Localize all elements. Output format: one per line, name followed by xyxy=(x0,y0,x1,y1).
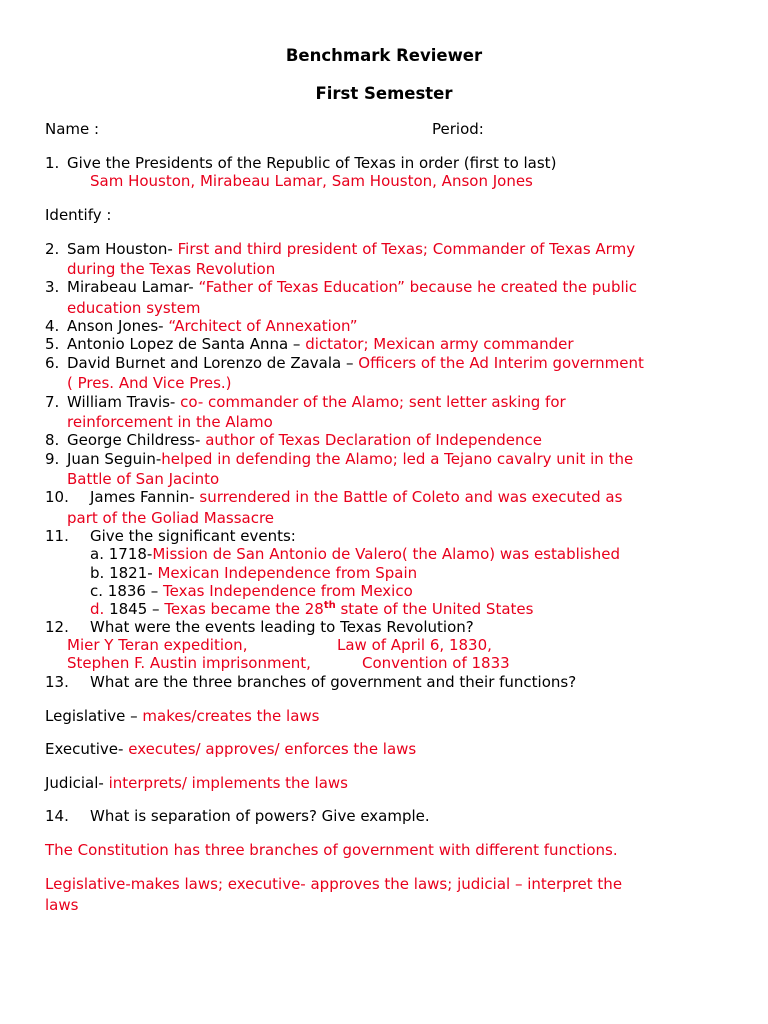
question-14-answer-1: The Constitution has three branches of government with different functions. xyxy=(45,841,618,859)
item-7-answer-continued: reinforcement in the Alamo xyxy=(67,413,273,431)
item-9-answer-continued: Battle of San Jacinto xyxy=(67,470,220,488)
event-c-letter: c. xyxy=(90,582,104,600)
event-c-description: Texas Independence from Mexico xyxy=(163,582,413,600)
identify-label: Identify : xyxy=(45,206,112,224)
item-10-answer: surrendered in the Battle of Coleto and was executed as xyxy=(199,488,623,506)
event-d-ordinal-suffix: th xyxy=(323,600,336,611)
judicial-label: Judicial- xyxy=(45,774,104,792)
item-5-line xyxy=(67,335,574,353)
item-2-number: 2. xyxy=(45,240,60,258)
period-label: Period: xyxy=(432,120,484,138)
item-10-answer-continued: part of the Goliad Massacre xyxy=(67,509,275,527)
question-14-answer-2: Legislative-makes laws; executive- approves the laws; judicial – interpret the xyxy=(45,875,623,893)
event-d-description xyxy=(164,600,533,618)
question-12-number: 12. xyxy=(45,618,69,636)
executive-answer: executes/ approves/ enforces the laws xyxy=(128,740,417,758)
item-4-term: Anson Jones- xyxy=(67,317,164,335)
event-c-year: 1836 – xyxy=(107,582,159,600)
question-12-answer-a: Mier Y Teran expedition, xyxy=(67,636,248,654)
question-12-answer-b: Law of April 6, 1830, xyxy=(337,636,492,654)
item-10-term: James Fannin- xyxy=(90,488,195,506)
document-title: Benchmark Reviewer xyxy=(285,46,483,65)
item-3-term: Mirabeau Lamar- xyxy=(67,278,194,296)
event-a-description: Mission de San Antonio de Valero( the Alamo) was established xyxy=(152,545,620,563)
event-b xyxy=(90,564,417,582)
item-8-term: George Childress- xyxy=(67,431,201,449)
event-b-description: Mexican Independence from Spain xyxy=(157,564,418,582)
judicial-answer: interprets/ implements the laws xyxy=(108,774,348,792)
question-14-text: What is separation of powers? Give example. xyxy=(90,807,430,825)
item-7-term: William Travis- xyxy=(67,393,176,411)
item-2-answer: First and third president of Texas; Commander of Texas Army xyxy=(177,240,636,258)
question-12-answer-c: Stephen F. Austin imprisonment, xyxy=(67,654,311,672)
event-a xyxy=(90,545,620,563)
event-d-year: 1845 – xyxy=(109,600,160,618)
legislative-line xyxy=(45,707,319,725)
item-10-number: 10. xyxy=(45,488,69,506)
item-2-line xyxy=(67,240,635,258)
item-3-answer: “Father of Texas Education” because he created the public xyxy=(198,278,638,296)
question-13-number: 13. xyxy=(45,673,69,691)
item-7-line xyxy=(67,393,566,411)
question-1-text: Give the Presidents of the Republic of Texas in order (first to last) xyxy=(67,154,557,172)
item-9-term: Juan Seguin- xyxy=(67,450,162,468)
executive-label: Executive- xyxy=(45,740,124,758)
event-b-year: 1821- xyxy=(109,564,153,582)
item-6-answer: Officers of the Ad Interim government xyxy=(358,354,644,372)
item-6-term: David Burnet and Lorenzo de Zavala – xyxy=(67,354,354,372)
document-subtitle: First Semester xyxy=(315,84,453,103)
question-12-answer-d: Convention of 1833 xyxy=(362,654,510,672)
legislative-answer: makes/creates the laws xyxy=(142,707,320,725)
item-8-number: 8. xyxy=(45,431,60,449)
event-d-description-end: state of the United States xyxy=(335,600,534,618)
item-9-number: 9. xyxy=(45,450,60,468)
event-c xyxy=(90,582,413,600)
item-8-answer: author of Texas Declaration of Independence xyxy=(205,431,542,449)
event-a-letter: a. xyxy=(90,545,104,563)
item-4-number: 4. xyxy=(45,317,60,335)
item-6-answer-continued: ( Pres. And Vice Pres.) xyxy=(67,374,232,392)
question-1-answer: Sam Houston, Mirabeau Lamar, Sam Houston, Anson Jones xyxy=(90,172,533,190)
item-4-answer: “Architect of Annexation” xyxy=(168,317,358,335)
question-13-text: What are the three branches of government and their functions? xyxy=(90,673,577,691)
question-11-text: Give the significant events: xyxy=(90,527,296,545)
item-4-line xyxy=(67,317,357,335)
item-7-number: 7. xyxy=(45,393,60,411)
item-3-number: 3. xyxy=(45,278,60,296)
question-12-text: What were the events leading to Texas Revolution? xyxy=(90,618,474,636)
item-5-term: Antonio Lopez de Santa Anna – xyxy=(67,335,301,353)
event-b-letter: b. xyxy=(90,564,105,582)
event-d xyxy=(90,600,533,618)
item-9-line xyxy=(67,450,633,468)
question-14-number: 14. xyxy=(45,807,69,825)
item-9-answer: helped in defending the Alamo; led a Tejano cavalry unit in the xyxy=(161,450,634,468)
event-d-letter: d. xyxy=(90,600,105,618)
item-6-number: 6. xyxy=(45,354,60,372)
event-a-year: 1718- xyxy=(108,545,153,563)
item-10-line xyxy=(90,488,622,506)
legislative-label: Legislative – xyxy=(45,707,138,725)
executive-line xyxy=(45,740,416,758)
item-2-term: Sam Houston- xyxy=(67,240,173,258)
item-8-line xyxy=(67,431,542,449)
item-5-number: 5. xyxy=(45,335,60,353)
item-3-answer-continued: education system xyxy=(67,299,201,317)
item-6-line xyxy=(67,354,644,372)
event-d-description-main: Texas became the 28 xyxy=(164,600,324,618)
question-11-number: 11. xyxy=(45,527,69,545)
question-1-number: 1. xyxy=(45,154,60,172)
judicial-line xyxy=(45,774,348,792)
item-3-line xyxy=(67,278,637,296)
item-2-answer-continued: during the Texas Revolution xyxy=(67,260,276,278)
name-label: Name : xyxy=(45,120,100,138)
item-7-answer: co- commander of the Alamo; sent letter asking for xyxy=(180,393,566,411)
question-14-answer-2-continued: laws xyxy=(45,896,79,914)
item-5-answer: dictator; Mexican army commander xyxy=(305,335,574,353)
